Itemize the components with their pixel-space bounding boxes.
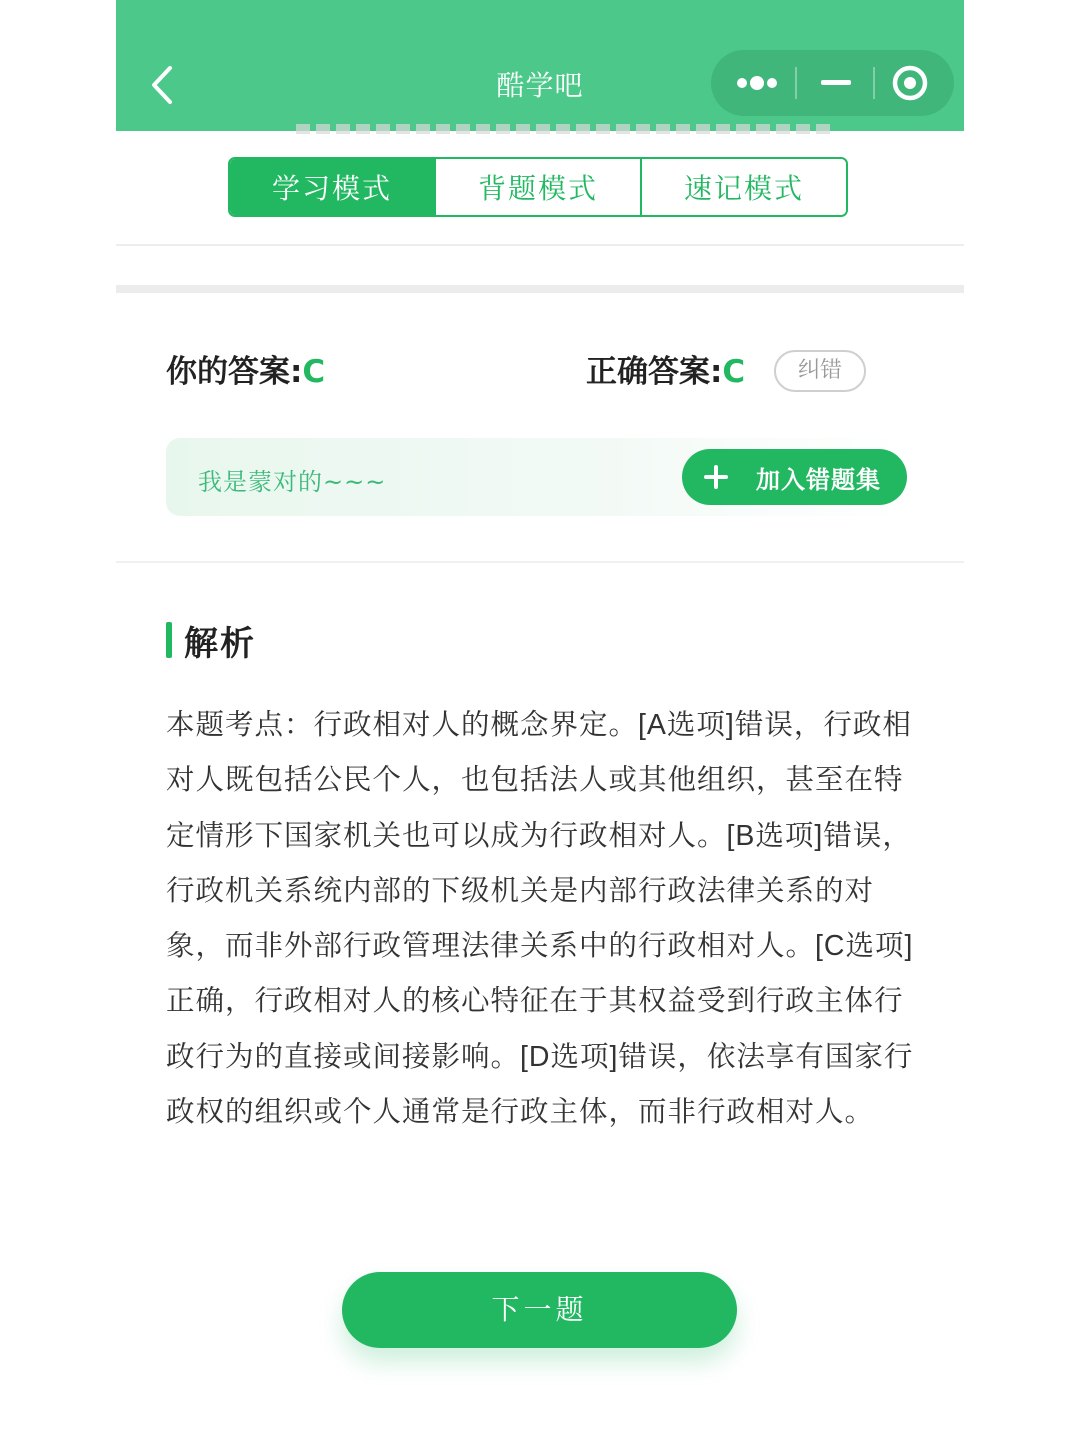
minimize-icon — [797, 50, 875, 116]
app-screen — [116, 0, 964, 1440]
next-question-button[interactable]: 下一题 — [342, 1272, 737, 1348]
minimize-button[interactable] — [797, 50, 875, 116]
more-button[interactable] — [711, 50, 797, 116]
correct-answer — [586, 346, 745, 391]
your-answer-label: 你的答案: — [166, 354, 303, 390]
divider — [116, 244, 964, 246]
section-divider — [116, 285, 964, 293]
correct-answer-label: 正确答案: — [586, 354, 723, 390]
tab-study-mode[interactable]: 学习模式 — [230, 159, 434, 215]
section-accent-bar — [166, 622, 172, 658]
tab-quick-memo-mode[interactable]: 速记模式 — [640, 159, 846, 215]
plus-icon — [704, 465, 728, 489]
tab-recite-mode[interactable]: 背题模式 — [434, 159, 640, 215]
capsule-menu — [711, 50, 954, 116]
more-dots-icon — [711, 50, 797, 116]
target-circle-icon — [875, 50, 954, 116]
add-to-mistakes-label: 加入错题集 — [756, 465, 881, 494]
close-button[interactable] — [875, 50, 954, 116]
analysis-title: 解析 — [184, 624, 256, 664]
your-answer — [166, 346, 325, 391]
divider — [116, 561, 964, 563]
report-error-button[interactable]: 纠错 — [774, 350, 866, 392]
your-answer-value: C — [302, 354, 326, 390]
page-title: 酷学吧 — [496, 69, 584, 102]
result-message: 我是蒙对的~~~ — [198, 468, 387, 496]
add-to-mistakes-button[interactable] — [682, 449, 907, 505]
analysis-text: 本题考点：行政相对人的概念界定。[A选项]错误，行政相对人既包括公民个人，也包括法人或其他组织，甚至在特定情形下国家机关也可以成为行政相对人。[B选项]错误，行政机关系统内部的下级机关是内部行政法律关系的对象，而非外部行政管理法律关系中的行政相对人。[C选项]正确，行政相对人的核心特征在于其权益受到行政主体行政行为的直接或间接影响。[D选项]错误，依法享有国家行政权的组织或个人通常是行政主体，而非行政相对人。 — [166, 709, 914, 1129]
nav-header — [116, 0, 964, 131]
clipped-text-line — [296, 124, 836, 134]
correct-answer-value: C — [722, 354, 746, 390]
mode-tabs — [228, 157, 848, 217]
